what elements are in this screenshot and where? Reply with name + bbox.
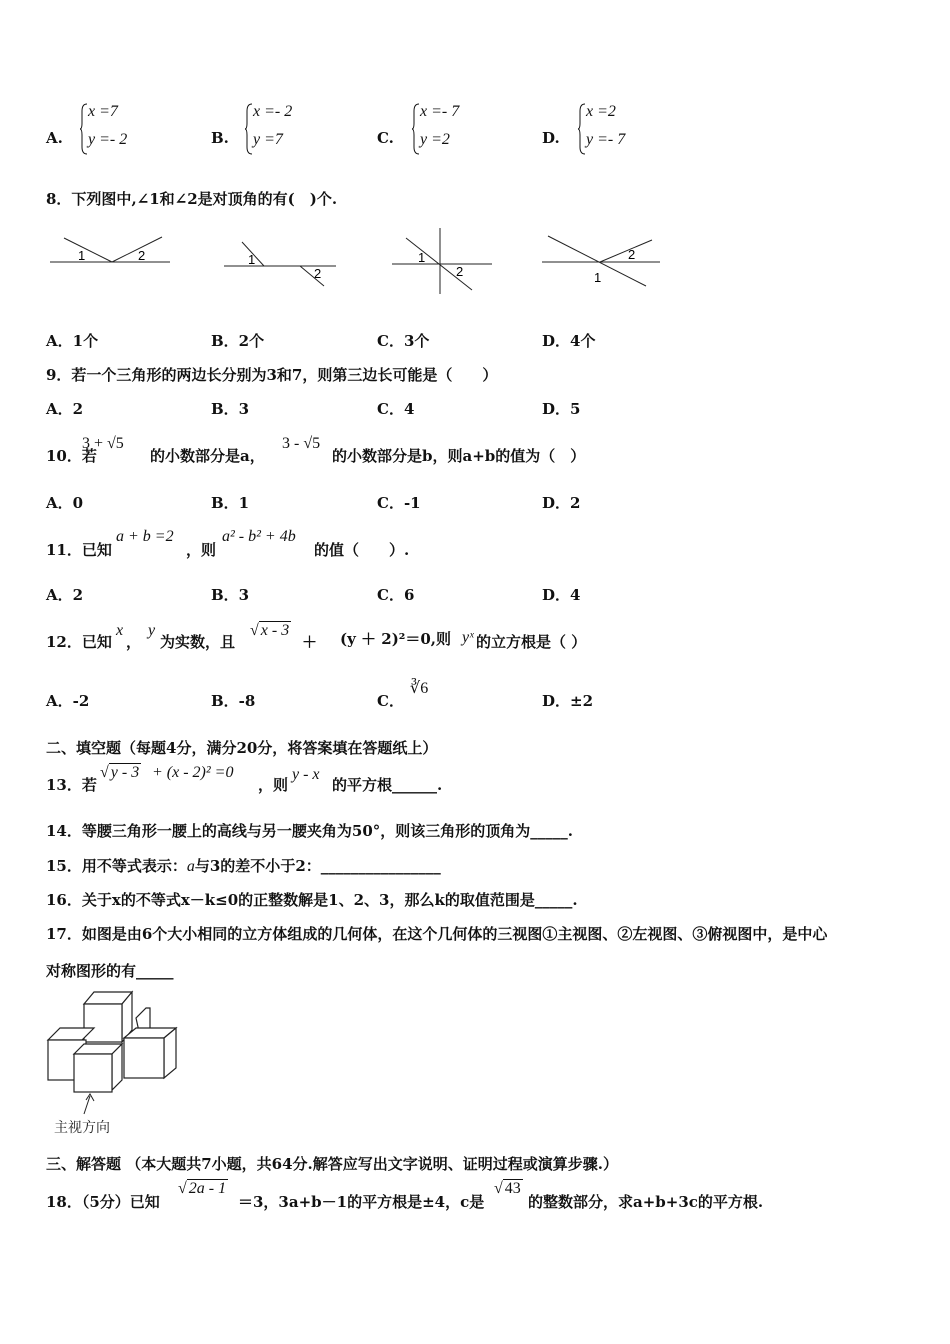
q8-fig2-label-2: 2 bbox=[314, 266, 322, 281]
q11-option-b: B．3 bbox=[211, 586, 250, 604]
q8-option-b: B．2个 bbox=[211, 332, 265, 350]
q12-paren: (y ＋ 2)²＝0,则 bbox=[340, 630, 452, 648]
q10-expr1: 3 + √5 bbox=[82, 435, 124, 452]
q10-tail: 的小数部分是b，则a+b的值为（ ） bbox=[332, 447, 586, 465]
q13-sqrt: √ y - 3 bbox=[100, 764, 140, 781]
q12-tail: 的立方根是（ ） bbox=[476, 633, 587, 651]
q8-option-c: C．3个 bbox=[377, 332, 430, 350]
q7-d-line2: y =- 7 bbox=[586, 131, 626, 148]
q12-option-d: D．±2 bbox=[542, 692, 594, 710]
q9-option-c: C．4 bbox=[377, 400, 415, 418]
q12-var-x: x bbox=[116, 622, 124, 639]
q11-tail: 的值（ ）. bbox=[314, 541, 410, 559]
q15-tail: 与3的差不小于2：________________ bbox=[194, 857, 441, 875]
q7-c-line1: x =- 7 bbox=[420, 103, 460, 120]
q18-prefix: 18．（5分）已知 bbox=[46, 1193, 160, 1211]
q10-option-d: D．2 bbox=[542, 494, 581, 512]
q11-expr2: a² - b² + 4b bbox=[222, 528, 296, 545]
q15-var-a: a bbox=[186, 858, 195, 875]
q9-option-b: B．3 bbox=[211, 400, 250, 418]
q7-a-line1: x =7 bbox=[88, 103, 118, 120]
q11-option-d: D．4 bbox=[542, 586, 581, 604]
q10-option-a: A．0 bbox=[46, 494, 84, 512]
q7-c-line2: y =2 bbox=[420, 131, 450, 148]
brace-icon bbox=[578, 103, 586, 155]
q18-tail: 的整数部分，求a+b+3c的平方根. bbox=[528, 1193, 764, 1211]
q13-sqrt-radicand: y - 3 bbox=[110, 764, 140, 781]
q7-b-line1: x =- 2 bbox=[253, 103, 293, 120]
brace-icon bbox=[412, 103, 420, 155]
q14-text: 14．等腰三角形一腰上的高线与另一腰夹角为50°，则该三角形的顶角为_____. bbox=[46, 822, 573, 840]
q10-option-b: B．1 bbox=[211, 494, 250, 512]
q8-figure-1 bbox=[46, 228, 176, 273]
q12-var-y: y bbox=[148, 622, 156, 639]
q13-tail: 的平方根______. bbox=[332, 776, 443, 794]
brace-icon bbox=[245, 103, 253, 155]
q12-prefix: 12．已知 bbox=[46, 633, 112, 651]
q17-cube-figure bbox=[44, 988, 189, 1138]
q17-fig-caption: 主视方向 bbox=[54, 1119, 110, 1135]
q10-expr2: 3 - √5 bbox=[282, 435, 321, 452]
q7-option-c-label: C. bbox=[377, 129, 394, 147]
q8-stem: 8．下列图中,∠1和∠2是对顶角的有( )个. bbox=[46, 190, 338, 208]
q12-plus: ＋ bbox=[302, 633, 318, 651]
q11-expr1: a + b =2 bbox=[116, 528, 174, 545]
q8-fig4-label-2: 2 bbox=[628, 247, 636, 262]
q13-prefix: 13．若 bbox=[46, 776, 97, 794]
q13-expr2: y - x bbox=[292, 766, 320, 783]
q12-sqrt: √ x - 3 bbox=[250, 622, 290, 639]
q18-sqrt1-radicand: 2a - 1 bbox=[188, 1180, 227, 1197]
q8-fig3-label-2: 2 bbox=[456, 264, 464, 279]
q18-sqrt2-radicand: 43 bbox=[504, 1180, 521, 1197]
q9-option-a: A．2 bbox=[46, 400, 84, 418]
q8-fig4-label-1: 1 bbox=[594, 270, 602, 285]
q7-d-line1: x =2 bbox=[586, 103, 616, 120]
q18-mid: ＝3，3a+b－1的平方根是±4，c是 bbox=[238, 1193, 485, 1211]
q17-line1: 17．如图是由6个大小相同的立方体组成的几何体，在这个几何体的三视图①主视图、②左视图、③俯视图中，是中心 bbox=[46, 925, 828, 943]
q8-fig3-label-1: 1 bbox=[418, 250, 426, 265]
q12-option-b: B．-8 bbox=[211, 692, 256, 710]
q16-text: 16．关于x的不等式x－k≤0的正整数解是1、2、3，那么k的取值范围是_____. bbox=[46, 891, 578, 909]
q7-b-line2: y =7 bbox=[253, 131, 283, 148]
q8-fig1-label-2: 2 bbox=[138, 248, 146, 263]
q7-option-b-label: B. bbox=[211, 129, 229, 147]
q8-fig1-label-1: 1 bbox=[78, 248, 86, 263]
q11-option-c: C．6 bbox=[377, 586, 415, 604]
q7-a-line2: y =- 2 bbox=[88, 131, 128, 148]
q12-option-c-expr: ∛6 bbox=[410, 680, 429, 697]
q10-prefix: 10．若 bbox=[46, 447, 97, 465]
q8-fig2-label-1: 1 bbox=[248, 252, 256, 267]
q15-prefix: 15．用不等式表示： bbox=[46, 857, 187, 875]
q12-sqrt-radicand: x - 3 bbox=[260, 622, 290, 639]
q10-mid: 的小数部分是a， bbox=[150, 447, 265, 465]
q12-yx: yˣ bbox=[462, 629, 474, 646]
section3-title: 三、解答题 （本大题共7小题，共64分.解答应写出文字说明、证明过程或演算步骤.） bbox=[46, 1155, 618, 1173]
q13-expr: + (x - 2)² =0 bbox=[152, 764, 234, 781]
q18-sqrt2: √ 43 bbox=[494, 1180, 521, 1197]
q8-figure-2 bbox=[222, 238, 342, 290]
q7-option-d-label: D. bbox=[542, 129, 560, 147]
q12-mid: 为实数，且 bbox=[160, 633, 236, 651]
q12-option-a: A．-2 bbox=[46, 692, 90, 710]
q15-text bbox=[46, 855, 441, 876]
q8-figure-3 bbox=[390, 226, 500, 296]
q11-prefix: 11．已知 bbox=[46, 541, 112, 559]
q13-mid: ，则 bbox=[258, 776, 289, 794]
q8-option-d: D．4个 bbox=[542, 332, 596, 350]
q8-option-a: A．1个 bbox=[46, 332, 99, 350]
q10-option-c: C．-1 bbox=[377, 494, 421, 512]
q7-option-a-label: A. bbox=[46, 129, 63, 147]
q17-line2: 对称图形的有_____ bbox=[46, 962, 174, 980]
q11-option-a: A．2 bbox=[46, 586, 84, 604]
q18-sqrt1: √ 2a - 1 bbox=[178, 1180, 227, 1197]
q9-option-d: D．5 bbox=[542, 400, 581, 418]
q12-comma: ， bbox=[126, 633, 142, 651]
q8-figure-4 bbox=[540, 232, 665, 290]
q12-option-c: C． bbox=[377, 692, 404, 710]
q11-mid: ，则 bbox=[186, 541, 217, 559]
brace-icon bbox=[80, 103, 88, 155]
q9-stem: 9．若一个三角形的两边长分别为3和7，则第三边长可能是（ ） bbox=[46, 366, 498, 384]
section2-title: 二、填空题（每题4分，满分20分，将答案填在答题纸上） bbox=[46, 739, 438, 757]
